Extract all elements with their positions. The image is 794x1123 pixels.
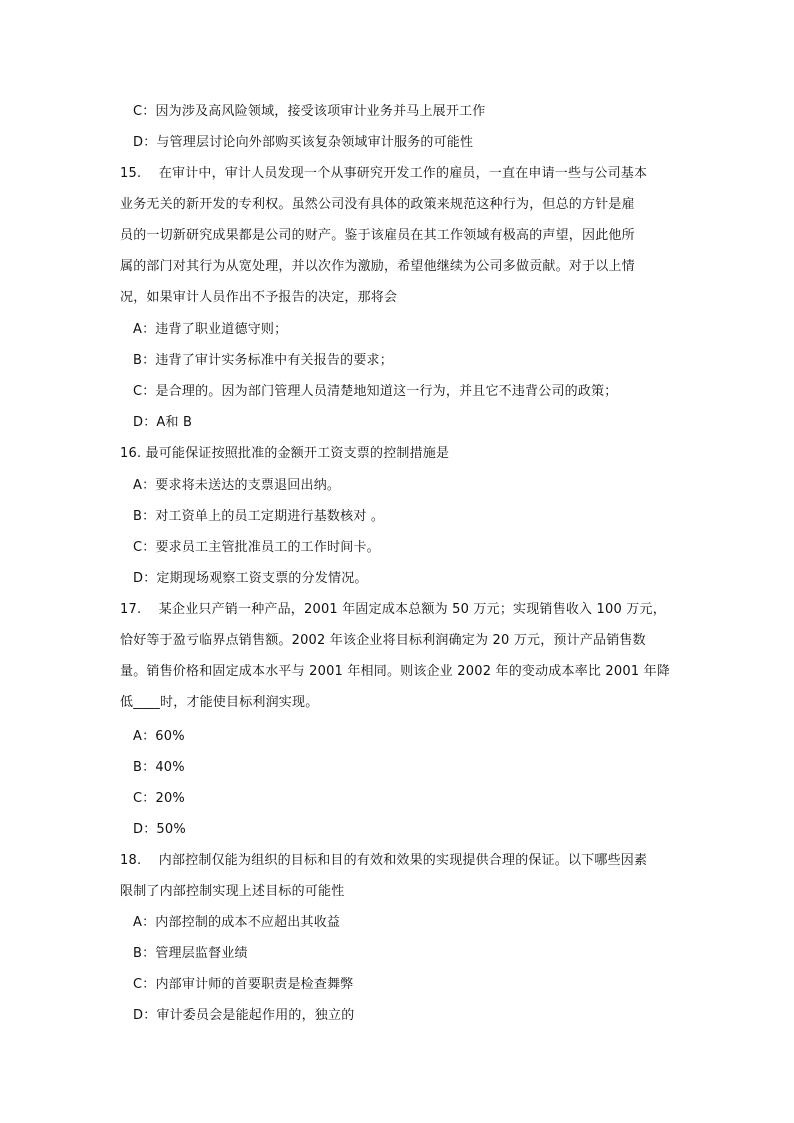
- option-line: D：定期现场观察工资支票的分发情况。: [133, 571, 368, 586]
- question-line: 15. 在审计中，审计人员发现一个从事研究开发工作的雇员，一直在申请一些与公司基本: [120, 166, 648, 181]
- option-line: A：60%: [133, 729, 185, 744]
- option-line: D：与管理层讨论向外部购买该复杂领域审计服务的可能性: [133, 135, 474, 150]
- question-line: 18. 内部控制仅能为组织的目标和目的有效和效果的实现提供合理的保证。以下哪些因素: [120, 853, 648, 868]
- question-line: 恰好等于盈亏临界点销售额。2002 年该企业将目标利润确定为 20 万元，预计产品销售数: [120, 633, 646, 648]
- option-line: C：内部审计师的首要职责是检查舞弊: [133, 977, 354, 992]
- option-line: C：是合理的。因为部门管理人员清楚地知道这一行为，并且它不违背公司的政策；: [133, 384, 618, 399]
- option-line: D：审计委员会是能起作用的，独立的: [133, 1008, 355, 1023]
- question-line: 况，如果审计人员作出不予报告的决定，那将会: [120, 290, 398, 305]
- option-line: A：要求将未送达的支票退回出纳。: [133, 478, 341, 493]
- option-line: C：因为涉及高风险领域，接受该项审计业务并马上展开工作: [133, 104, 486, 119]
- question-line: 业务无关的新开发的专利权。虽然公司没有具体的政策来规范这种行为，但总的方针是雇: [120, 197, 635, 212]
- option-line: C：要求员工主管批准员工的工作时间卡。: [133, 540, 380, 555]
- option-line: A：内部控制的成本不应超出其收益: [133, 915, 341, 930]
- question-line: 量。销售价格和固定成本水平与 2001 年相同。则该企业 2002 年的变动成本率比 2001 年降: [120, 664, 671, 679]
- option-line: A：违背了职业道德守则；: [133, 322, 288, 337]
- option-line: B：对工资单上的员工定期进行基数核对 。: [133, 509, 385, 524]
- question-line: 16. 最可能保证按照批准的金额开工资支票的控制措施是: [120, 446, 450, 461]
- option-line: B：管理层监督业绩: [133, 946, 248, 961]
- option-line: B：违背了审计实务标准中有关报告的要求；: [133, 353, 393, 368]
- option-line: B：40%: [133, 760, 185, 775]
- question-line: 低____时，才能使目标利润实现。: [120, 695, 319, 710]
- question-line: 属的部门对其行为从宽处理，并以次作为激励，希望他继续为公司多做贡献。对于以上情: [120, 259, 635, 274]
- question-line: 17. 某企业只产销一种产品，2001 年固定成本总额为 50 万元；实现销售收入 100 万元，: [120, 602, 666, 617]
- option-line: C：20%: [133, 791, 185, 806]
- question-line: 员的一切新研究成果都是公司的财产。鉴于该雇员在其工作领域有极高的声望，因此他所: [120, 228, 635, 243]
- question-line: 限制了内部控制实现上述目标的可能性: [120, 884, 345, 899]
- option-line: D：50%: [133, 822, 186, 837]
- option-line: D：A和 B: [133, 415, 193, 430]
